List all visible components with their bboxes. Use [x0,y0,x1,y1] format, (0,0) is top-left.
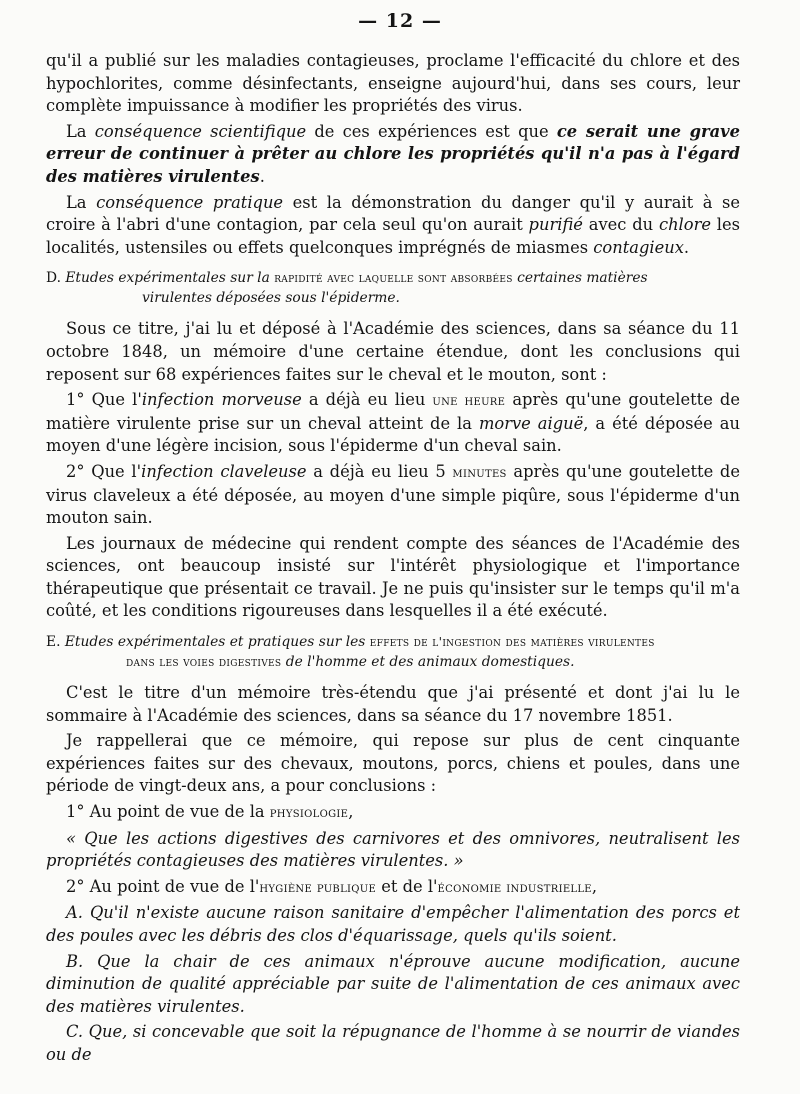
p5-sc: une heure [432,393,506,410]
paragraph-2 [46,121,740,189]
p5-b: a déjà eu lieu [301,390,433,410]
p5-em2: morve aiguë [478,413,584,433]
section-heading-d [46,268,740,308]
p2-start: La [66,121,95,141]
p7-text: Les journaux de médecine qui rendent compte des séances de l'Académie des sciences, ont beaucoup insisté sur l'intérêt physiologique et l'importance thérapeutique que présentait ce travail. Je ne puis qu'insister sur le temps qu'il m'a coûté, et les conditions rigoureuses dans lesquelles il a été exécuté. [46,533,740,621]
pb-text: Que la chair de ces animaux n'éprouve aucune modification, aucune diminution de qualité appréciable par suite de l'alimentation de ces animaux avec des matières virulentes. [46,951,740,1016]
heading-d-part4: virulentes déposées sous l'épiderme. [142,290,400,307]
paragraph-b [46,951,740,1019]
p3-em1: conséquence pratique [96,192,284,212]
p2-end: . [259,166,265,186]
p12-a: 2° Au point de vue de l' [66,876,260,896]
p12-sc2: économie industrielle [437,879,592,896]
p2-mid: de ces expériences est que [306,121,557,141]
paragraph-6 [46,461,740,530]
paragraph-11-quote [46,828,740,873]
p6-b: a déjà eu lieu 5 [306,461,453,481]
p1-text: qu'il a publié sur les maladies contagieuses, proclame l'efficacité du chlore et des hypochlorites, comme désinfectants, enseigne aujourd'hui, dans ses cours, leur complète impuissance à modifier les propriétés des virus. [46,51,740,116]
paragraph-9 [46,730,740,798]
p3-em3: chlore [658,215,711,235]
p6-sc: minutes [452,464,507,481]
heading-e-part3: dans les voies digestives [126,654,282,670]
p3-em4: contagieux [593,237,684,257]
pb-letter: B. [66,951,84,971]
p6-em1: infection claveleuse [141,461,307,481]
p11-text: « Que les actions digestives des carnivores et des omnivores, neutralisent les propriétés contagieuses des matières virulentes. » [46,828,740,871]
paragraph-a [46,902,740,947]
heading-d-letter: D. [46,270,61,287]
paragraph-8 [46,682,740,727]
p3-mid3: les localités, ustensiles ou effets quelconques imprégnés de miasmes [46,215,741,257]
paragraph-12 [46,876,740,900]
paragraph-10 [46,801,740,825]
paragraph-5 [46,389,740,458]
heading-e-part2: effets de l'ingestion des matières virulentes [369,634,655,650]
heading-d-part1: Etudes expérimentales sur la [65,270,270,287]
pc-text: Que, si concevable que soit la répugnance de l'homme à se nourrir de viandes ou de [46,1022,740,1064]
p2-em2: ce serait une grave erreur de continuer à prêter au chlore les propriétés qu'il n'a pas à l'égard des matières virulentes [46,121,741,186]
paragraph-4 [46,318,740,386]
paragraph-7 [46,533,740,623]
p2-em1: conséquence scientifique [94,121,307,141]
p5-c: après qu'une goutelette de matière virulente prise sur un cheval atteint de la [46,390,740,433]
heading-e-part4: de l'homme et des animaux domestiques. [285,654,575,671]
p5-a: 1° Que l' [66,390,142,410]
heading-d-part3: certaines matières [517,270,648,287]
heading-e-letter: E. [46,634,61,651]
pa-text: Qu'il n'existe aucune raison sanitaire d'empêcher l'alimentation des porcs et des poules avec les débris des clos d'équarissage, quels qu'ils soient. [46,903,740,945]
p6-a: 2° Que l' [66,461,142,481]
p8-text: C'est le titre d'un mémoire très-étendu que j'ai présenté et dont j'ai lu le sommaire à l'Académie des sciences, dans sa séance du 17 novembre 1851. [46,683,740,725]
p3-em2: purifié [528,215,583,235]
paragraph-1 [46,50,740,118]
page-number: — 12 — [358,10,442,32]
p12-c: , [591,876,598,896]
p12-b: et de l' [376,876,438,896]
heading-d-part2: rapidité avec laquelle sont absorbées [274,270,513,286]
p3-end: . [683,237,690,257]
pc-letter: C. [66,1022,84,1042]
p5-d: , a été déposée au moyen d'une légère incision, sous l'épiderme d'un cheval sain. [46,413,740,456]
p3-mid2: avec du [582,215,659,235]
paragraph-3 [46,192,740,260]
p4-text: Sous ce titre, j'ai lu et déposé à l'Académie des sciences, dans sa séance du 11 octobre 1848, un mémoire d'une certaine étendue, dont les conclusions qui reposent sur 68 expériences faites sur le cheval et le mouton, sont : [46,319,740,384]
p10-sc: physiologie [269,805,349,822]
pa-letter: A. [66,903,83,923]
p5-em1: infection morveuse [141,390,302,410]
p6-c: après qu'une goutelette de virus claveleux a été déposée, au moyen d'une simple piqûre, sous l'épiderme d'un mouton sain. [46,461,740,528]
paragraph-c [46,1021,740,1066]
p10-b: , [348,802,354,822]
heading-e-part1: Etudes expérimentales et pratiques sur les [64,634,366,651]
p12-sc1: hygiène publique [259,879,377,896]
p3-start: La [66,192,97,212]
p3-mid1: est la démonstration du danger qu'il y aurait à se croire à l'abri d'une contagion, par cela seul qu'on aurait [46,192,740,235]
body-text [46,50,740,1070]
section-heading-e [46,632,740,672]
p9-text: Je rappellerai que ce mémoire, qui repose sur plus de cent cinquante expériences faites sur des chevaux, moutons, porcs, chiens et poules, dans une période de vingt-deux ans, a pour conclusions : [46,731,740,796]
p10-a: 1° Au point de vue de la [66,802,270,822]
